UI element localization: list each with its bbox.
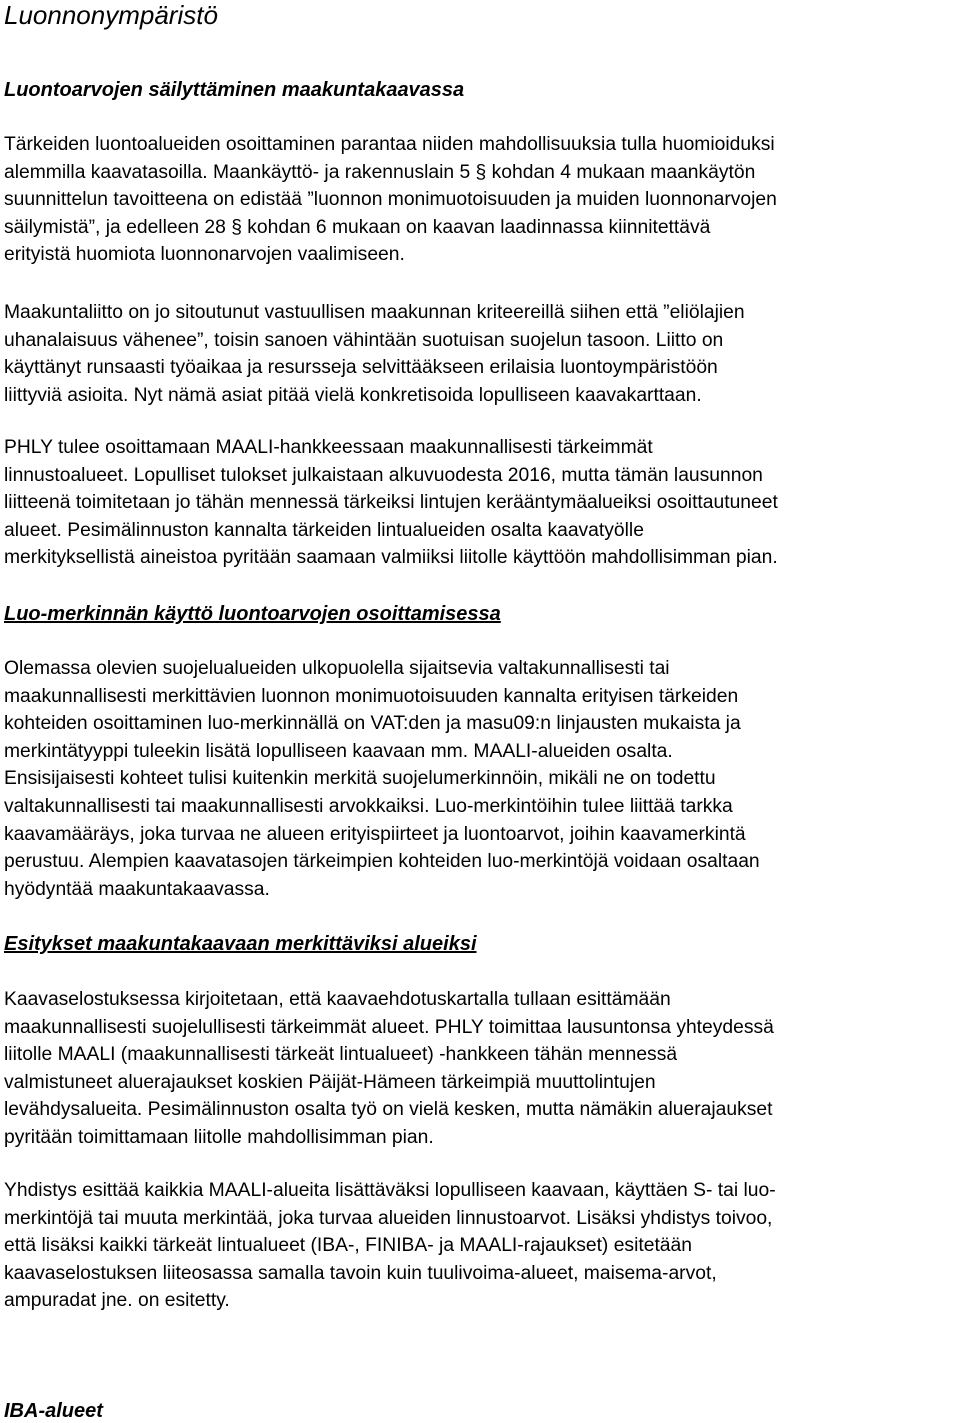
- text-line: maakunnallisesti suojelullisesti tärkeimmät alueet. PHLY toimittaa lausuntonsa yhteydessä: [4, 1016, 774, 1038]
- text-line: kaavamääräys, joka turvaa ne alueen erityispiirteet ja luontoarvot, joihin kaavamerkintä: [4, 823, 746, 845]
- paragraph: [4, 986, 956, 1152]
- section-heading-luontoarvojen: Luontoarvojen säilyttäminen maakuntakaavassa: [4, 79, 465, 101]
- text-line: merkintöjä tai muuta merkintää, joka turvaa alueiden linnustoarvot. Lisäksi yhdistys toivoo,: [4, 1207, 773, 1229]
- page-title: Luonnonympäristö: [4, 0, 218, 30]
- text-line: merkintätyyppi tuleekin lisätä lopulliseen kaavaan mm. MAALI-alueiden osalta.: [4, 740, 673, 762]
- text-line: linnustoalueet. Lopulliset tulokset julkaistaan alkuvuodesta 2016, mutta tämän lausunnon: [4, 464, 763, 486]
- paragraph: [4, 299, 956, 409]
- paragraph: [4, 434, 956, 572]
- text-line: Yhdistys esittää kaikkia MAALI-alueita lisättäväksi lopulliseen kaavaan, käyttäen S- tai luo-: [4, 1180, 776, 1201]
- section-heading-luo-merkinta: Luo-merkinnän käyttö luontoarvojen osoittamisessa: [4, 603, 501, 625]
- paragraph: [4, 131, 956, 269]
- text-line: että lisäksi kaikki tärkeät lintualueet (IBA-, FINIBA- ja MAALI-rajaukset) esitetään: [4, 1235, 692, 1257]
- text-line: liitolle MAALI (maakunnallisesti tärkeät lintualueet) -hankkeen tähän mennessä: [4, 1044, 678, 1066]
- section-heading-esitykset: Esitykset maakuntakaavaan merkittäviksi alueiksi: [4, 933, 477, 955]
- text-line: alueet. Pesimälinnuston kannalta tärkeiden lintualueiden osalta kaavatyölle: [4, 519, 644, 541]
- text-line: Ensisijaisesti kohteet tulisi kuitenkin merkitä suojelumerkinnöin, mikäli ne on todettu: [4, 768, 716, 790]
- paragraph: [4, 655, 956, 903]
- text-line: alemmilla kaavatasoilla. Maankäyttö- ja rakennuslain 5 § kohdan 4 mukaan maankäytön: [4, 161, 756, 183]
- text-line: valmistuneet aluerajaukset koskien Päijät-Hämeen tärkeimpiä muuttolintujen: [4, 1071, 656, 1093]
- text-line: ampuradat jne. on esitetty.: [4, 1290, 230, 1312]
- text-line: maakunnallisesti merkittävien luonnon monimuotoisuuden kannalta erityisen tärkeiden: [4, 685, 739, 707]
- text-line: pyritään toimittamaan liitolle mahdollisimman pian.: [4, 1126, 434, 1148]
- text-line: suunnittelun tavoitteena on edistää ”luonnon monimuotoisuuden ja muiden luonnonarvojen: [4, 189, 777, 211]
- text-line: levähdysalueita. Pesimälinnuston osalta työ on vielä kesken, mutta nämäkin aluerajaukset: [4, 1099, 773, 1121]
- text-line: käyttänyt runsaasti työaikaa ja resursseja selvittääkseen erilaisia luontoympäristöön: [4, 357, 718, 379]
- text-line: uhanalaisuus vähenee”, toisin sanoen vähintään suotuisan suojelun tasoon. Liitto on: [4, 329, 724, 351]
- text-line: erityistä huomiota luonnonarvojen vaalimiseen.: [4, 244, 405, 266]
- text-line: liittyviä asioita. Nyt nämä asiat pitää vielä konkretisoida lopulliseen kaavakarttaan.: [4, 384, 702, 406]
- text-line: valtakunnallisesti tai maakunnallisesti arvokkaiksi. Luo-merkintöihin tulee liittää tarkka: [4, 795, 733, 817]
- text-line: kohteiden osoittaminen luo-merkinnällä on VAT:den ja masu09:n linjausten mukaista ja: [4, 713, 741, 735]
- text-line: hyödyntää maakuntakaavassa.: [4, 878, 270, 900]
- section-heading-iba-alueet: IBA-alueet: [4, 1400, 103, 1422]
- text-line: Olemassa olevien suojelualueiden ulkopuolella sijaitsevia valtakunnallisesti tai: [4, 658, 670, 679]
- text-line: liitteenä toimitetaan jo tähän mennessä tärkeiksi lintujen kerääntymäalueiksi osoittautuneet: [4, 492, 778, 514]
- paragraph: [4, 1177, 956, 1315]
- text-line: Kaavaselostuksessa kirjoitetaan, että kaavaehdotuskartalla tullaan esittämään: [4, 989, 671, 1010]
- text-line: säilymistä”, ja edelleen 28 § kohdan 6 mukaan on kaavan laadinnassa kiinnitettävä: [4, 216, 711, 238]
- text-line: merkityksellistä aineistoa pyritään saamaan valmiiksi liitolle käyttöön mahdollisimman pian.: [4, 547, 778, 569]
- text-line: kaavaselostuksen liiteosassa samalla tavoin kuin tuulivoima-alueet, maisema-arvot,: [4, 1262, 717, 1284]
- text-line: PHLY tulee osoittamaan MAALI-hankkeessaan maakunnallisesti tärkeimmät: [4, 437, 653, 458]
- text-line: Maakuntaliitto on jo sitoutunut vastuullisen maakunnan kriteereillä siihen että ”eliölajien: [4, 302, 745, 323]
- text-line: perustuu. Alempien kaavatasojen tärkeimpien kohteiden luo-merkintöjä voidaan osaltaan: [4, 851, 760, 873]
- text-line: Tärkeiden luontoalueiden osoittaminen parantaa niiden mahdollisuuksia tulla huomioiduksi: [4, 134, 775, 155]
